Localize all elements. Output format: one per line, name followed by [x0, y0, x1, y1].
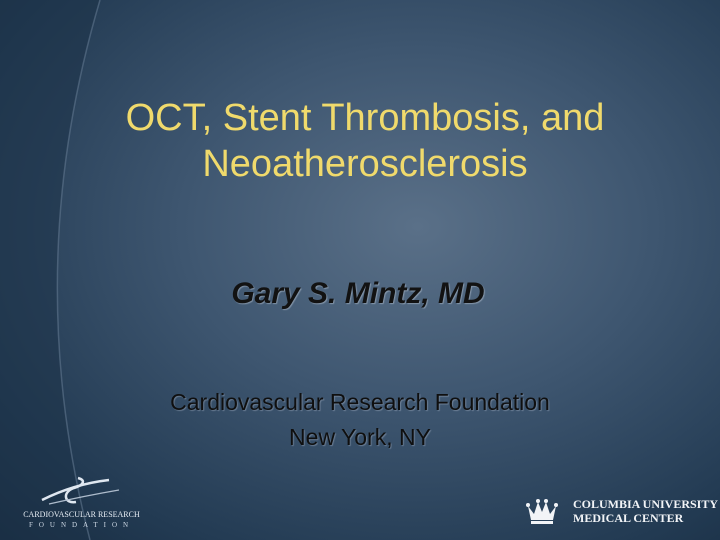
title-line-2: Neoatherosclerosis — [202, 143, 528, 185]
crown-icon — [525, 496, 559, 526]
medical-center-text: MEDICAL CENTER — [573, 511, 684, 525]
columbia-university-text: COLUMBIA UNIVERSITY — [573, 497, 719, 511]
title-line-1: OCT, Stent Thrombosis, and — [125, 97, 605, 139]
crf-logo — [14, 474, 144, 530]
crf-name: CARDIOVASCULAR RESEARCH — [23, 510, 140, 519]
columbia-logo — [525, 494, 719, 528]
organization: Cardiovascular Research Foundation — [170, 389, 550, 415]
slide-title — [0, 95, 720, 187]
author-name: Gary S. Mintz, MD — [231, 277, 485, 310]
crf-subtitle: FOUNDATION — [28, 521, 135, 529]
crf-swirl-icon — [14, 474, 144, 510]
location: New York, NY — [289, 424, 431, 450]
